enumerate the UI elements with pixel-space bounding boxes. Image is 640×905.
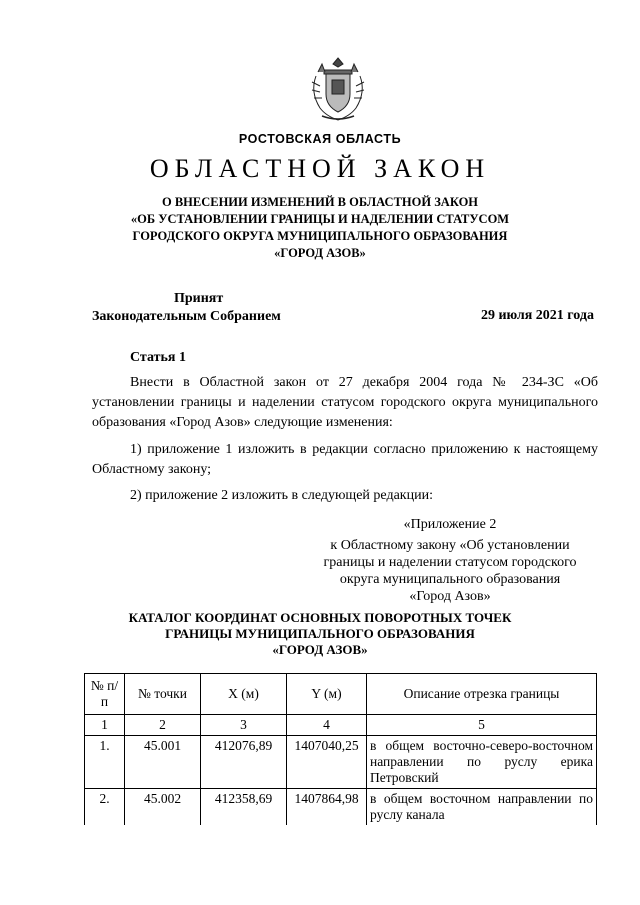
point-number: 45.001 [125, 736, 201, 789]
row-number: 1. [85, 736, 125, 789]
law-title-line: «ГОРОД АЗОВ» [274, 246, 366, 260]
article-paragraph [92, 440, 598, 480]
segment-description: в общем восточном направлении по руслу канала [367, 789, 597, 826]
column-number: 3 [201, 715, 287, 736]
x-coordinate: 412076,89 [201, 736, 287, 789]
law-title-line: «ОБ УСТАНОВЛЕНИИ ГРАНИЦЫ И НАДЕЛЕНИИ СТАТУСОМ [130, 212, 510, 226]
article-heading: Статья 1 [130, 350, 186, 365]
adoption-block [92, 290, 322, 326]
appendix-line: округа муниципального образования [339, 572, 561, 587]
point-number: 45.002 [125, 789, 201, 826]
adoption-line: Законодательным Собранием [92, 309, 281, 324]
law-title [0, 194, 640, 262]
document-type: ОБЛАСТНОЙ ЗАКОН [149, 154, 491, 183]
region-name: РОСТОВСКАЯ ОБЛАСТЬ [238, 132, 402, 146]
segment-description: в общем восточно-северо-восточном направлении по руслу ерика Петровский [367, 736, 597, 789]
law-title-line: ГОРОДСКОГО ОКРУГА МУНИЦИПАЛЬНОГО ОБРАЗОВАНИЯ [132, 229, 508, 243]
column-header: № п/п [85, 674, 125, 715]
article-paragraph [92, 486, 598, 506]
appendix-line: границы и наделении статусом городского [323, 555, 577, 570]
coordinates-table [84, 673, 597, 825]
row-number: 2. [85, 789, 125, 826]
law-title-line: О ВНЕСЕНИИ ИЗМЕНЕНИЙ В ОБЛАСТНОЙ ЗАКОН [161, 195, 479, 209]
adoption-line: Принят [174, 291, 224, 306]
y-coordinate: 1407040,25 [287, 736, 367, 789]
adoption-date: 29 июля 2021 года [480, 308, 594, 323]
table-header-row [85, 674, 597, 715]
column-number-row [85, 715, 597, 736]
column-number: 2 [125, 715, 201, 736]
column-number: 1 [85, 715, 125, 736]
x-coordinate: 412358,69 [201, 789, 287, 826]
column-number: 5 [367, 715, 597, 736]
coat-of-arms-icon [302, 52, 374, 124]
paragraph-text: Внести в Областной закон от 27 декабря 2004 года № 234-ЗС «Об установлении границы и наделении статусом городского округа муниципального образования «Город Азов» следующие изменения: [92, 375, 598, 430]
catalog-title-line: КАТАЛОГ КООРДИНАТ ОСНОВНЫХ ПОВОРОТНЫХ ТОЧЕК [128, 610, 512, 625]
article-paragraph [92, 373, 598, 433]
column-header: Y (м) [287, 674, 367, 715]
paragraph-text: 1) приложение 1 изложить в редакции согласно приложению к настоящему Областному закону; [92, 442, 598, 477]
column-header: № точки [125, 674, 201, 715]
table-row [85, 736, 597, 789]
column-number: 4 [287, 715, 367, 736]
column-header: Описание отрезка границы [367, 674, 597, 715]
appendix-line: «Город Азов» [409, 589, 491, 604]
appendix-line: к Областному закону «Об установлении [330, 538, 570, 553]
catalog-title-line: «ГОРОД АЗОВ» [272, 642, 368, 657]
table-row [85, 789, 597, 826]
appendix-heading: «Приложение 2 [403, 517, 497, 532]
y-coordinate: 1407864,98 [287, 789, 367, 826]
paragraph-text: 2) приложение 2 изложить в следующей редакции: [130, 488, 433, 503]
catalog-title-line: ГРАНИЦЫ МУНИЦИПАЛЬНОГО ОБРАЗОВАНИЯ [165, 626, 475, 641]
appendix-reference [300, 516, 600, 605]
catalog-title [0, 610, 640, 658]
column-header: X (м) [201, 674, 287, 715]
